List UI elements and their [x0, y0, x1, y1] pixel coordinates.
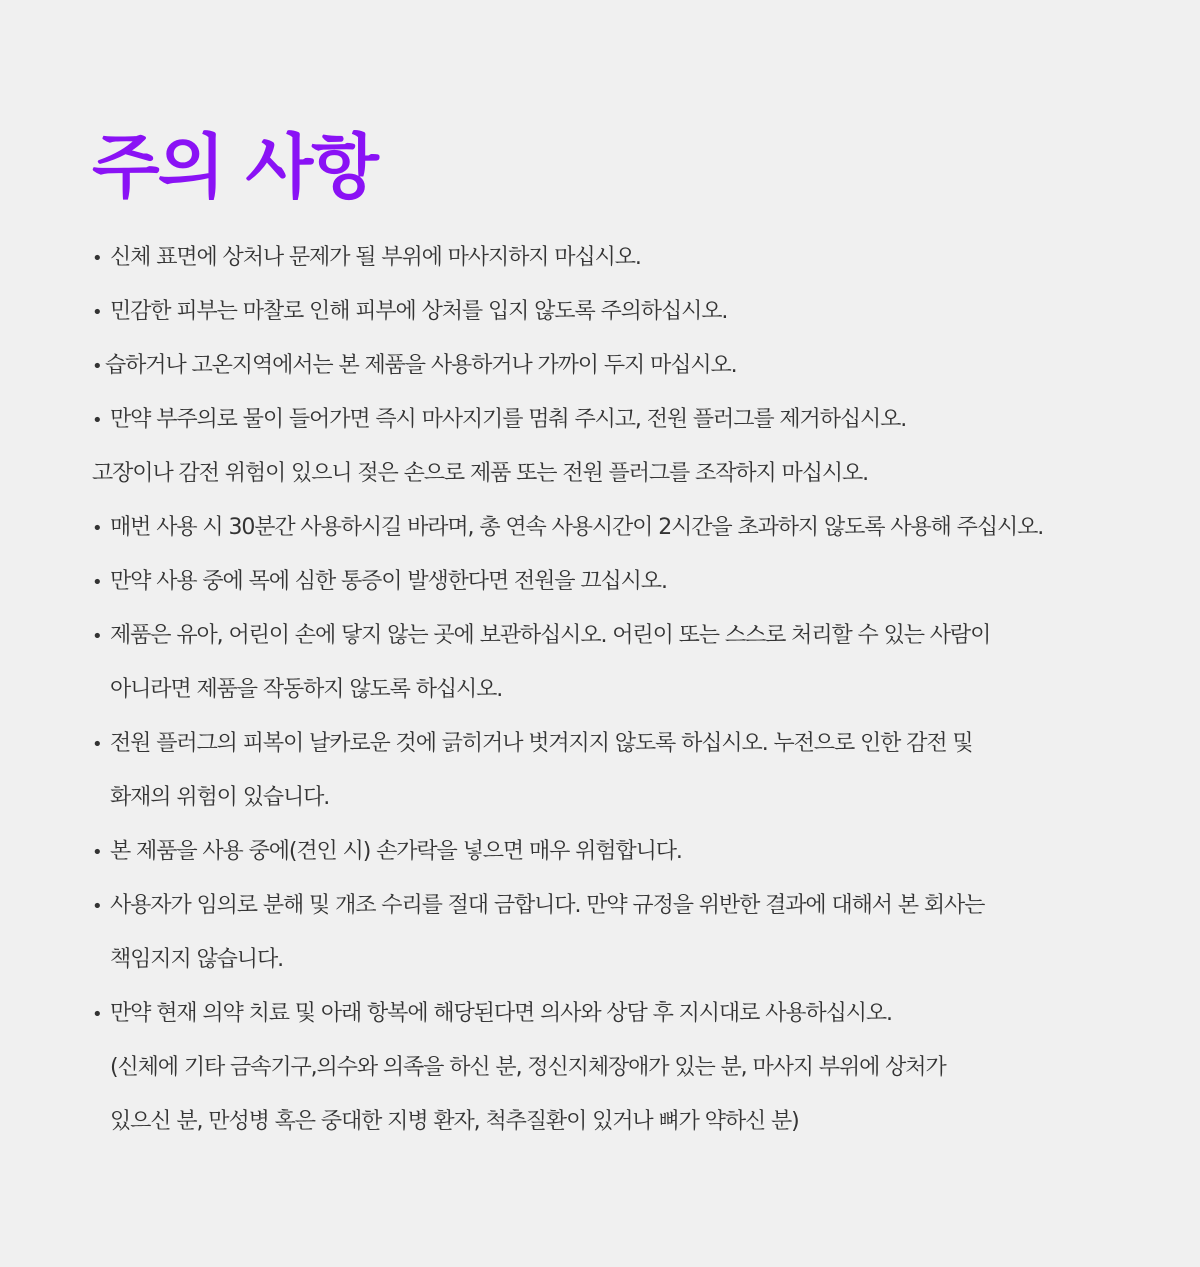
precaution-item — [92, 231, 641, 285]
precaution-text: 사용자가 임의로 분해 및 개조 수리를 절대 금합니다. 만약 규정을 위반한 결과에 대해서 본 회사는 — [110, 893, 985, 918]
bullet-icon: • — [92, 572, 102, 593]
precaution-continuation: 화재의 위험이 있습니다. — [110, 785, 330, 810]
precaution-text: 만약 현재 의약 치료 및 아래 항복에 해당된다면 의사와 상담 후 지시대로 사용하십시오. — [110, 1001, 892, 1026]
precaution-item — [92, 609, 990, 663]
bullet-icon: • — [92, 626, 102, 647]
precaution-text-line: 고장이나 감전 위험이 있으니 젖은 손으로 제품 또는 전원 플러그를 조작하지 마십시오. — [92, 461, 869, 486]
precaution-text: 본 제품을 사용 중에(견인 시) 손가락을 넣으면 매우 위험합니다. — [110, 839, 682, 864]
bullet-icon: • — [92, 356, 102, 377]
precaution-continuation: 있으신 분, 만성병 혹은 중대한 지병 환자, 척추질환이 있거나 뼈가 약하신 분) — [110, 1109, 799, 1134]
precaution-item — [92, 339, 737, 393]
precaution-text: 민감한 피부는 마찰로 인해 피부에 상처를 입지 않도록 주의하십시오. — [110, 299, 728, 324]
precaution-text: 신체 표면에 상처나 문제가 될 부위에 마사지하지 마십시오. — [110, 245, 641, 270]
precaution-text: 제품은 유아, 어린이 손에 닿지 않는 곳에 보관하십시오. 어린이 또는 스스로 처리할 수 있는 사람이 — [110, 623, 991, 648]
precaution-item — [92, 825, 682, 879]
precaution-text: 전원 플러그의 피복이 날카로운 것에 긁히거나 벗겨지지 않도록 하십시오. 누전으로 인한 감전 및 — [110, 731, 973, 756]
precaution-item — [92, 555, 667, 609]
precaution-text: 만약 사용 중에 목에 심한 통증이 발생한다면 전원을 끄십시오. — [110, 569, 667, 594]
precaution-continuation: 책임지지 않습니다. — [110, 947, 284, 972]
precaution-continuation: (신체에 기타 금속기구,의수와 의족을 하신 분, 정신지체장애가 있는 분, 마사지 부위에 상처가 — [110, 1055, 946, 1080]
bullet-icon: • — [92, 842, 102, 863]
precaution-text: 만약 부주의로 물이 들어가면 즉시 마사지기를 멈춰 주시고, 전원 플러그를 제거하십시오. — [110, 407, 907, 432]
bullet-icon: • — [92, 410, 102, 431]
precaution-item — [92, 717, 973, 771]
page-title: 주의 사항 — [92, 126, 377, 208]
precaution-text: 매번 사용 시 30분간 사용하시길 바라며, 총 연속 사용시간이 2시간을 초과하지 않도록 사용해 주십시오. — [110, 515, 1044, 540]
precaution-item — [92, 285, 727, 339]
bullet-icon: • — [92, 1004, 102, 1025]
bullet-icon: • — [92, 248, 102, 269]
bullet-icon: • — [92, 518, 102, 539]
precaution-continuation: 아니라면 제품을 작동하지 않도록 하십시오. — [110, 677, 503, 702]
precaution-text: 습하거나 고온지역에서는 본 제품을 사용하거나 가까이 두지 마십시오. — [105, 353, 737, 378]
precaution-item — [92, 393, 906, 447]
precaution-item — [92, 501, 1043, 555]
precaution-item — [92, 879, 984, 933]
bullet-icon: • — [92, 734, 102, 755]
bullet-icon: • — [92, 896, 102, 917]
bullet-icon: • — [92, 302, 102, 323]
precaution-item — [92, 987, 892, 1041]
